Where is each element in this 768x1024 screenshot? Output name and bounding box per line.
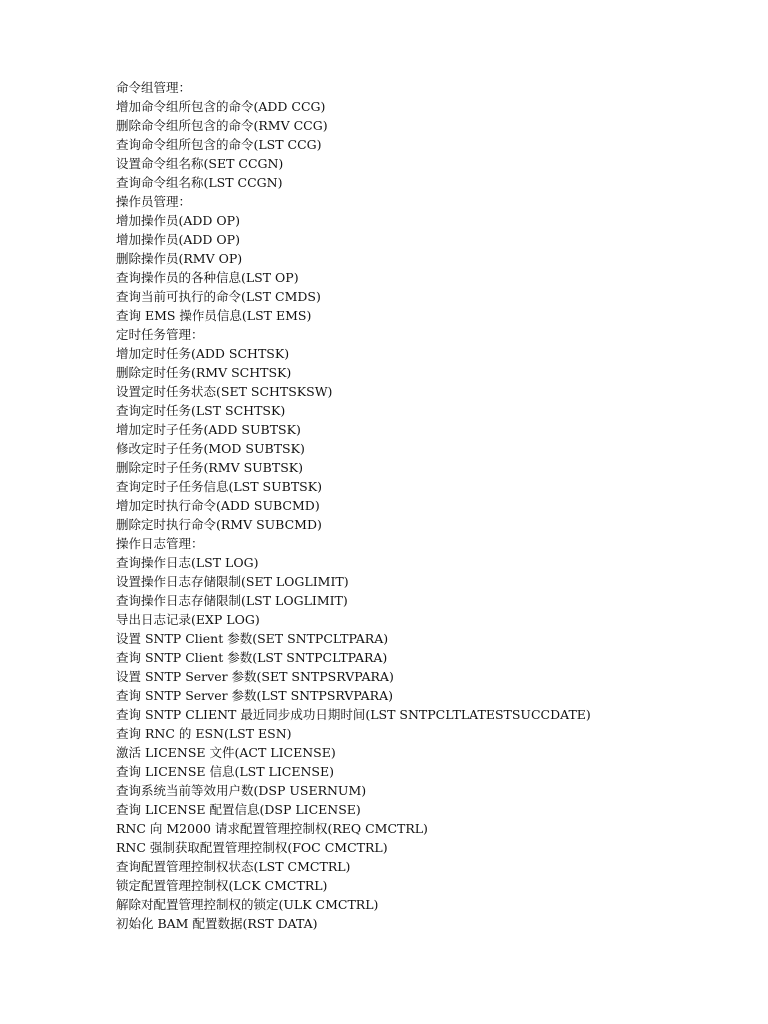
text-line: 查询 RNC 的 ESN(LST ESN): [116, 726, 292, 741]
section-heading-operator: 操作员管理：: [116, 194, 192, 209]
text-line: 查询 EMS 操作员信息(LST EMS): [116, 308, 312, 323]
text-line: 初始化 BAM 配置数据(RST DATA): [116, 916, 318, 931]
text-line: 删除定时执行命令(RMV SUBCMD): [116, 517, 322, 532]
text-line: 增加操作员(ADD OP): [116, 232, 240, 247]
text-line: 查询 LICENSE 配置信息(DSP LICENSE): [116, 802, 361, 817]
text-line: RNC 强制获取配置管理控制权(FOC CMCTRL): [116, 840, 388, 855]
text-line: 增加定时执行命令(ADD SUBCMD): [116, 498, 320, 513]
document-body: [116, 78, 736, 933]
text-line: 查询定时任务(LST SCHTSK): [116, 403, 286, 418]
text-line: 查询系统当前等效用户数(DSP USERNUM): [116, 783, 367, 798]
text-line: 设置命令组名称(SET CCGN): [116, 156, 284, 171]
section-heading-scheduled-task: 定时任务管理：: [116, 327, 204, 342]
text-line: 查询 SNTP CLIENT 最近同步成功日期时间(LST SNTPCLTLATESTSUCCDATE): [116, 707, 591, 722]
text-line: 查询 LICENSE 信息(LST LICENSE): [116, 764, 334, 779]
text-line: 查询操作日志存储限制(LST LOGLIMIT): [116, 593, 348, 608]
text-line: 导出日志记录(EXP LOG): [116, 612, 260, 627]
text-line: 查询 SNTP Client 参数(LST SNTPCLTPARA): [116, 650, 388, 665]
text-line: RNC 向 M2000 请求配置管理控制权(REQ CMCTRL): [116, 821, 428, 836]
text-line: 删除操作员(RMV OP): [116, 251, 243, 266]
text-line: 解除对配置管理控制权的锁定(ULK CMCTRL): [116, 897, 379, 912]
text-line: 查询命令组所包含的命令(LST CCG): [116, 137, 322, 152]
text-line: 增加定时任务(ADD SCHTSK): [116, 346, 290, 361]
text-line: 查询操作员的各种信息(LST OP): [116, 270, 299, 285]
text-line: 修改定时子任务(MOD SUBTSK): [116, 441, 305, 456]
text-line: 查询配置管理控制权状态(LST CMCTRL): [116, 859, 351, 874]
text-line: 查询 SNTP Server 参数(LST SNTPSRVPARA): [116, 688, 394, 703]
section-heading-command-group: 命令组管理：: [116, 80, 192, 95]
text-line: 删除命令组所包含的命令(RMV CCG): [116, 118, 328, 133]
text-line: 查询定时子任务信息(LST SUBTSK): [116, 479, 322, 494]
text-line: 查询命令组名称(LST CCGN): [116, 175, 283, 190]
text-line: 设置定时任务状态(SET SCHTSKSW): [116, 384, 333, 399]
text-line: 删除定时任务(RMV SCHTSK): [116, 365, 292, 380]
section-heading-operation-log: 操作日志管理：: [116, 536, 204, 551]
text-line: 查询操作日志(LST LOG): [116, 555, 259, 570]
text-line: 锁定配置管理控制权(LCK CMCTRL): [116, 878, 328, 893]
text-line: 增加定时子任务(ADD SUBTSK): [116, 422, 301, 437]
text-line: 删除定时子任务(RMV SUBTSK): [116, 460, 303, 475]
text-line: 查询当前可执行的命令(LST CMDS): [116, 289, 321, 304]
text-line: 增加操作员(ADD OP): [116, 213, 240, 228]
text-line: 增加命令组所包含的命令(ADD CCG): [116, 99, 326, 114]
text-line: 设置 SNTP Client 参数(SET SNTPCLTPARA): [116, 631, 389, 646]
text-line: 设置 SNTP Server 参数(SET SNTPSRVPARA): [116, 669, 394, 684]
text-line: 设置操作日志存储限制(SET LOGLIMIT): [116, 574, 349, 589]
text-line: 激活 LICENSE 文件(ACT LICENSE): [116, 745, 336, 760]
